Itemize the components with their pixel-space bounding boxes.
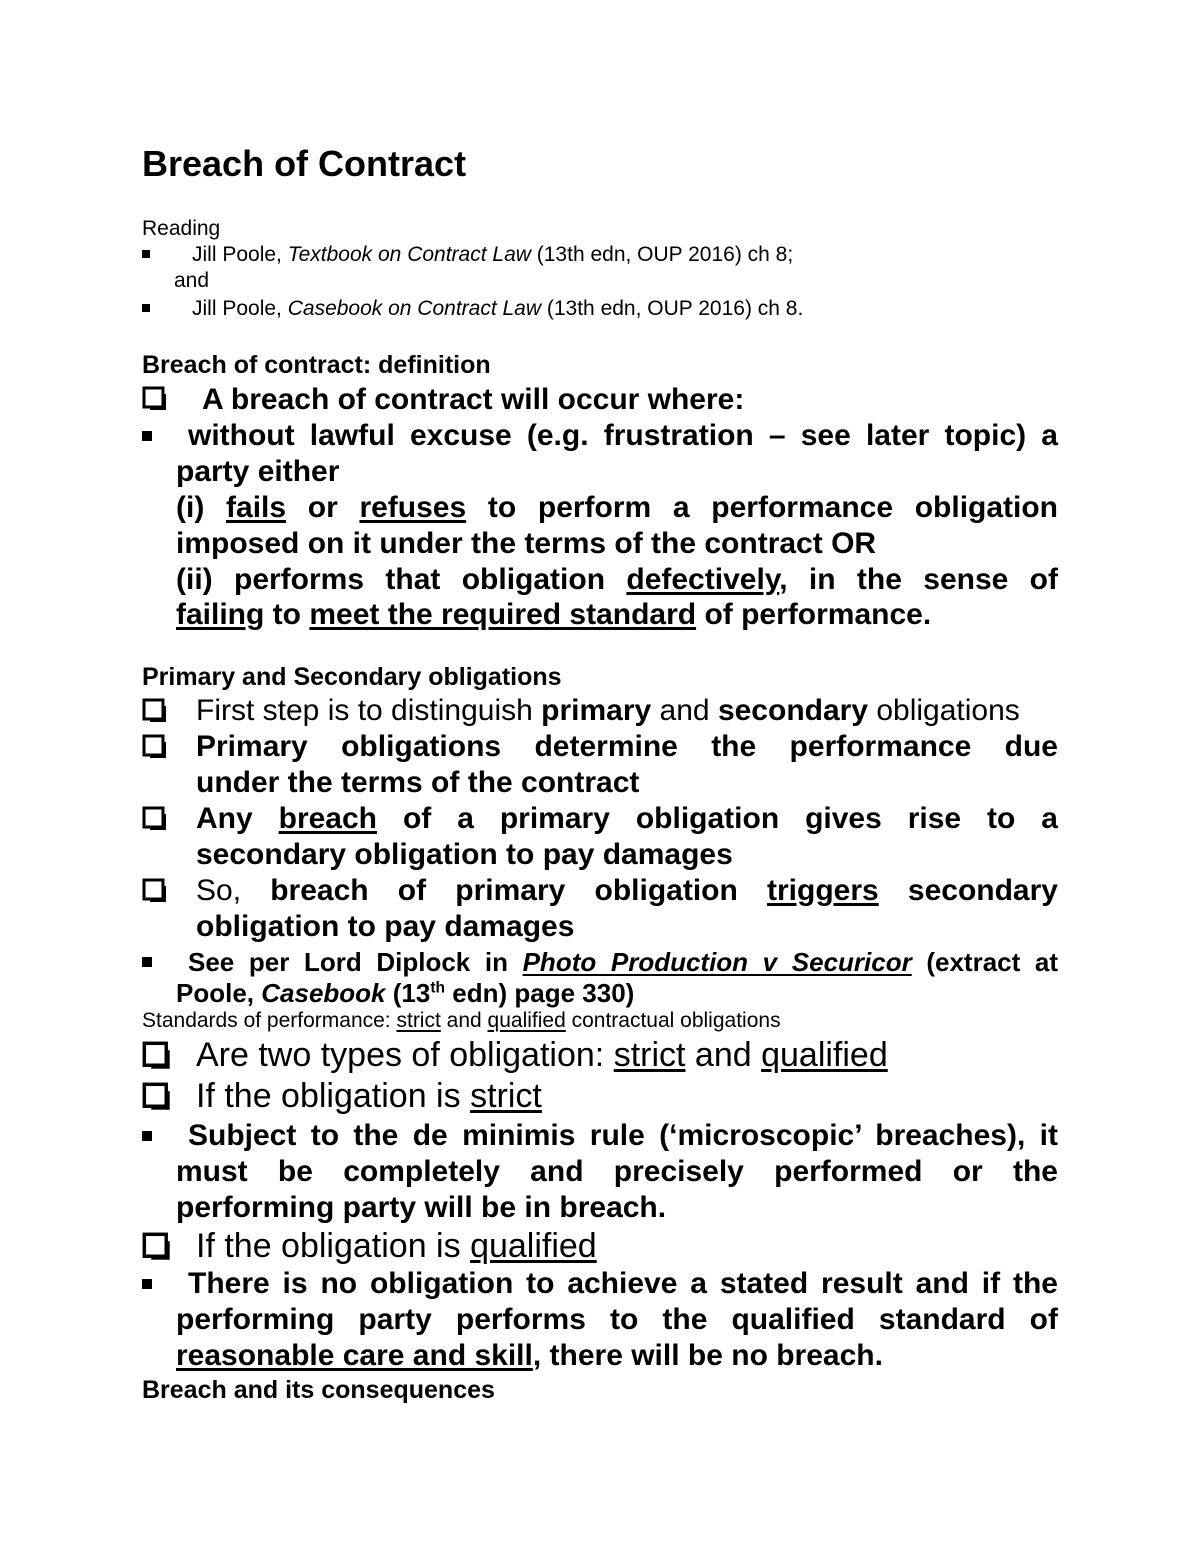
emphasis: defectively: [626, 563, 780, 596]
definition-line-2: party either: [176, 455, 340, 488]
reading-book-title: Casebook on Contract Law: [287, 297, 542, 320]
qualified-line-3: [176, 1338, 883, 1374]
text: obligations: [868, 694, 1020, 727]
consequences-heading: Breach and its consequences: [142, 1376, 495, 1404]
strict-line-3: performing party will be in breach.: [176, 1191, 667, 1224]
page-title: Breach of Contract: [142, 143, 467, 184]
definition-line-5: [176, 562, 1058, 598]
superscript: th: [430, 979, 446, 997]
text: and: [440, 1009, 488, 1032]
primary-point-4-line-2: obligation to pay damages: [196, 910, 575, 943]
text: If the obligation is: [196, 1077, 471, 1115]
emphasis: failing: [176, 598, 265, 631]
bullet-icon: [142, 1279, 152, 1289]
primary-point-3-line-2: secondary obligation to pay damages: [196, 838, 733, 871]
text: , there will be no breach.: [532, 1339, 883, 1372]
bullet-icon: [142, 957, 152, 967]
emphasis: meet the required standard: [309, 598, 697, 631]
reading-heading: Reading: [142, 217, 221, 240]
text: to: [264, 598, 310, 631]
text: Any: [196, 802, 279, 835]
checkbox-icon: [142, 1041, 172, 1071]
reading-book-title: Textbook on Contract Law: [287, 243, 531, 266]
text: Standards of performance:: [142, 1009, 397, 1032]
case-name: Photo Production v Securicor: [522, 947, 912, 977]
checkbox-icon: [142, 698, 168, 724]
text: , in the sense of: [779, 563, 1058, 596]
emphasis: strict: [470, 1077, 542, 1115]
checkbox-icon: [142, 806, 168, 832]
emphasis: secondary: [717, 694, 869, 727]
text: Poole,: [176, 978, 262, 1008]
emphasis: qualified: [470, 1227, 597, 1265]
qualified-heading: [196, 1225, 597, 1267]
emphasis: reasonable care and skill: [176, 1339, 533, 1372]
bullet-icon: [142, 250, 150, 258]
strict-line-1: Subject to the de minimis rule (‘microscopic’ breaches), it: [188, 1119, 1058, 1152]
book-title: Casebook: [261, 978, 386, 1008]
see-reference-line-1: [188, 946, 1058, 978]
two-types-line: [196, 1034, 888, 1076]
bullet-icon: [142, 1131, 152, 1141]
see-reference-line-2: [176, 977, 634, 1009]
text: of a primary obligation gives rise to a: [377, 802, 1058, 835]
text: of performance.: [696, 598, 932, 631]
text: If the obligation is: [196, 1227, 471, 1265]
checkbox-icon: [142, 386, 168, 412]
text: and: [651, 694, 718, 727]
bullet-icon: [142, 304, 150, 312]
checkbox-icon: [142, 734, 168, 760]
primary-point-2-line-2: under the terms of the contract: [196, 766, 640, 799]
emphasis: triggers: [767, 874, 879, 907]
reading-details: (13th edn, OUP 2016) ch 8.: [541, 297, 804, 320]
primary-point-2-line-1: Primary obligations determine the performance due: [196, 730, 1058, 763]
text: First step is to distinguish: [196, 694, 542, 727]
emphasis: strict: [396, 1009, 441, 1032]
qualified-line-1: There is no obligation to achieve a stated result and if the: [188, 1267, 1058, 1300]
text: (13: [385, 978, 431, 1008]
text: (ii) performs that obligation: [176, 563, 627, 596]
definition-heading: Breach of contract: definition: [142, 351, 491, 379]
text: and: [685, 1036, 762, 1074]
qualified-line-2: performing party performs to the qualified standard of: [176, 1303, 1058, 1336]
emphasis: secondary: [878, 874, 1058, 907]
emphasis: fails: [226, 491, 287, 524]
bullet-icon: [142, 431, 152, 441]
emphasis: breach: [278, 802, 378, 835]
primary-point-3-line-1: [196, 801, 1058, 837]
emphasis: breach of primary obligation: [270, 874, 768, 907]
emphasis: qualified: [487, 1009, 566, 1032]
reading-details: (13th edn, OUP 2016) ch 8;: [530, 243, 794, 266]
text: (extract at: [911, 947, 1059, 977]
reading-item-2: [192, 296, 803, 322]
definition-line-6: [176, 597, 931, 633]
strict-heading: [196, 1075, 542, 1117]
strict-line-2: must be completely and precisely performed or the: [176, 1155, 1058, 1188]
reading-author: Jill Poole,: [192, 243, 288, 266]
definition-line-4: imposed on it under the terms of the contract OR: [176, 527, 877, 560]
reading-and: and: [174, 269, 210, 292]
text: to perform a performance obligation: [466, 491, 1059, 524]
emphasis: qualified: [761, 1036, 888, 1074]
reading-author: Jill Poole,: [192, 297, 288, 320]
standards-heading: [142, 1008, 781, 1034]
text: contractual obligations: [565, 1009, 781, 1032]
definition-lead: A breach of contract will occur where:: [202, 383, 745, 416]
text: edn) page 330): [445, 978, 635, 1008]
primary-point-4-line-1: [196, 873, 1058, 909]
definition-line-1: without lawful excuse (e.g. frustration – see later topic) a: [188, 419, 1058, 452]
text: Are two types of obligation:: [196, 1036, 614, 1074]
text: (i): [176, 491, 227, 524]
text: See per Lord Diplock in: [188, 947, 523, 977]
checkbox-icon: [142, 1082, 172, 1112]
primary-secondary-heading: Primary and Secondary obligations: [142, 663, 562, 691]
definition-line-3: [176, 490, 1058, 526]
emphasis: strict: [613, 1036, 686, 1074]
primary-point-1: [196, 693, 1020, 729]
emphasis: refuses: [359, 491, 467, 524]
text: So,: [196, 874, 271, 907]
text: or: [286, 491, 360, 524]
reading-item-1: [192, 242, 793, 268]
checkbox-icon: [142, 1232, 172, 1262]
checkbox-icon: [142, 878, 168, 904]
emphasis: primary: [541, 694, 652, 727]
